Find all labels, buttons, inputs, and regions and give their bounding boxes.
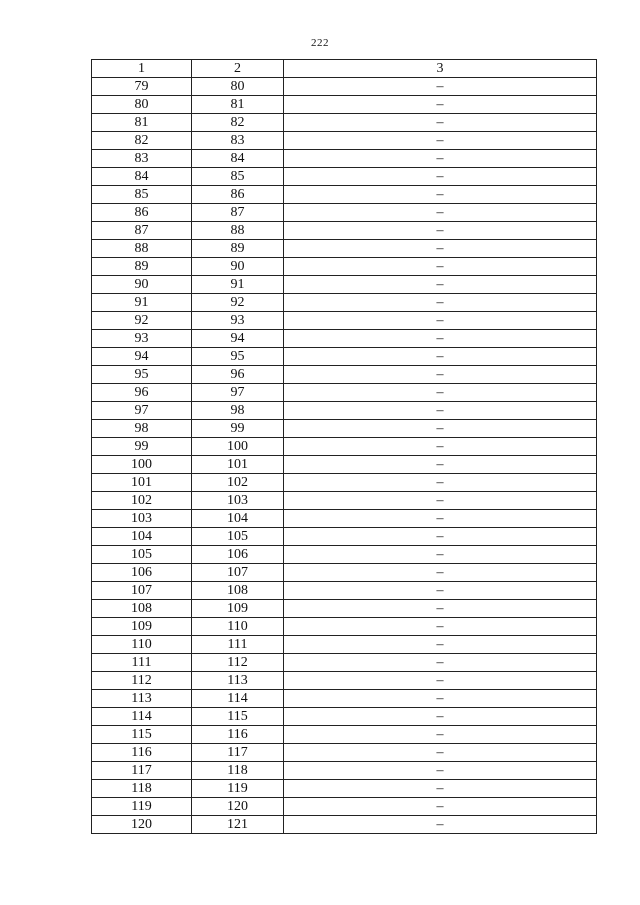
table-cell-col-3: – <box>284 96 597 114</box>
table-cell-col-3: – <box>284 636 597 654</box>
table-row <box>92 744 597 762</box>
table-cell-col-3: – <box>284 276 597 294</box>
table-cell-col-1: 114 <box>92 708 192 726</box>
table-cell-col-1: 104 <box>92 528 192 546</box>
table-cell-col-3: – <box>284 690 597 708</box>
table-cell-col-1: 102 <box>92 492 192 510</box>
table-cell-col-3: – <box>284 240 597 258</box>
table-cell-col-1: 83 <box>92 150 192 168</box>
table-row <box>92 564 597 582</box>
table-cell-col-3: – <box>284 348 597 366</box>
table-cell-col-2: 116 <box>192 726 284 744</box>
table-cell-col-2: 82 <box>192 114 284 132</box>
table-cell-col-3: – <box>284 150 597 168</box>
table-cell-col-2: 105 <box>192 528 284 546</box>
table-cell-col-2: 96 <box>192 366 284 384</box>
table-cell-col-2: 90 <box>192 258 284 276</box>
table-cell-col-1: 109 <box>92 618 192 636</box>
table-cell-col-2: 110 <box>192 618 284 636</box>
table-cell-col-3: – <box>284 654 597 672</box>
table-cell-col-2: 104 <box>192 510 284 528</box>
table-cell-col-2: 118 <box>192 762 284 780</box>
table-cell-col-2: 107 <box>192 564 284 582</box>
table-cell-col-2: 109 <box>192 600 284 618</box>
table-row <box>92 330 597 348</box>
table-row <box>92 528 597 546</box>
table-cell-col-2: 84 <box>192 150 284 168</box>
table-cell-col-2: 115 <box>192 708 284 726</box>
table-cell-col-3: – <box>284 618 597 636</box>
table-row <box>92 672 597 690</box>
table-row <box>92 96 597 114</box>
table-cell-col-2: 113 <box>192 672 284 690</box>
table-cell-col-2: 89 <box>192 240 284 258</box>
table-cell-col-2: 119 <box>192 780 284 798</box>
table-cell-col-1: 86 <box>92 204 192 222</box>
table-cell-col-3: – <box>284 744 597 762</box>
table-cell-col-2: 93 <box>192 312 284 330</box>
table-row <box>92 204 597 222</box>
table-cell-col-1: 95 <box>92 366 192 384</box>
table-row <box>92 708 597 726</box>
table-cell-col-1: 107 <box>92 582 192 600</box>
table-row <box>92 654 597 672</box>
table-row <box>92 798 597 816</box>
table-row <box>92 222 597 240</box>
table-header <box>92 60 597 78</box>
table-cell-col-2: 81 <box>192 96 284 114</box>
table-cell-col-2: 95 <box>192 348 284 366</box>
table-cell-col-1: 116 <box>92 744 192 762</box>
table-cell-col-3: – <box>284 204 597 222</box>
table-body <box>92 78 597 834</box>
table-row <box>92 600 597 618</box>
table-row <box>92 276 597 294</box>
table-cell-col-1: 85 <box>92 186 192 204</box>
table-row <box>92 726 597 744</box>
table-cell-col-2: 117 <box>192 744 284 762</box>
page-number: 222 <box>311 37 329 49</box>
table-cell-col-3: – <box>284 258 597 276</box>
table-cell-col-3: – <box>284 420 597 438</box>
table-cell-col-3: – <box>284 222 597 240</box>
table-row <box>92 474 597 492</box>
table-row <box>92 132 597 150</box>
table-cell-col-2: 80 <box>192 78 284 96</box>
table-cell-col-3: – <box>284 492 597 510</box>
table-cell-col-2: 83 <box>192 132 284 150</box>
table-cell-col-2: 98 <box>192 402 284 420</box>
header-row <box>92 60 597 78</box>
table-cell-col-3: – <box>284 672 597 690</box>
table-cell-col-3: – <box>284 780 597 798</box>
table-cell-col-1: 88 <box>92 240 192 258</box>
table-cell-col-1: 81 <box>92 114 192 132</box>
table-cell-col-2: 102 <box>192 474 284 492</box>
table-cell-col-3: – <box>284 294 597 312</box>
table-cell-col-2: 92 <box>192 294 284 312</box>
column-header-2: 2 <box>192 60 284 78</box>
table-cell-col-3: – <box>284 186 597 204</box>
table-row <box>92 114 597 132</box>
table-cell-col-1: 80 <box>92 96 192 114</box>
table-row <box>92 78 597 96</box>
table-cell-col-1: 82 <box>92 132 192 150</box>
table-cell-col-1: 87 <box>92 222 192 240</box>
table-cell-col-3: – <box>284 708 597 726</box>
table-row <box>92 348 597 366</box>
table-row <box>92 294 597 312</box>
table-row <box>92 258 597 276</box>
table-row <box>92 438 597 456</box>
table-cell-col-1: 103 <box>92 510 192 528</box>
table-row <box>92 402 597 420</box>
table-cell-col-1: 113 <box>92 690 192 708</box>
table-cell-col-1: 96 <box>92 384 192 402</box>
table-row <box>92 420 597 438</box>
table-row <box>92 618 597 636</box>
table-cell-col-2: 100 <box>192 438 284 456</box>
table-cell-col-1: 112 <box>92 672 192 690</box>
table-cell-col-1: 98 <box>92 420 192 438</box>
table-cell-col-3: – <box>284 582 597 600</box>
table-row <box>92 456 597 474</box>
table-row <box>92 546 597 564</box>
table-cell-col-3: – <box>284 114 597 132</box>
table-cell-col-1: 100 <box>92 456 192 474</box>
table-cell-col-1: 118 <box>92 780 192 798</box>
table-cell-col-3: – <box>284 78 597 96</box>
table-cell-col-2: 106 <box>192 546 284 564</box>
table-cell-col-1: 108 <box>92 600 192 618</box>
table-cell-col-1: 79 <box>92 78 192 96</box>
table-cell-col-3: – <box>284 402 597 420</box>
table-cell-col-1: 101 <box>92 474 192 492</box>
table-cell-col-1: 106 <box>92 564 192 582</box>
table-cell-col-1: 91 <box>92 294 192 312</box>
table-cell-col-3: – <box>284 456 597 474</box>
table-cell-col-1: 97 <box>92 402 192 420</box>
table-row <box>92 816 597 834</box>
table-cell-col-1: 119 <box>92 798 192 816</box>
table-cell-col-1: 90 <box>92 276 192 294</box>
table-cell-col-2: 108 <box>192 582 284 600</box>
table-cell-col-1: 92 <box>92 312 192 330</box>
table-cell-col-2: 86 <box>192 186 284 204</box>
table-cell-col-2: 112 <box>192 654 284 672</box>
table-cell-col-1: 99 <box>92 438 192 456</box>
table-row <box>92 582 597 600</box>
table-cell-col-1: 89 <box>92 258 192 276</box>
table-row <box>92 690 597 708</box>
table-cell-col-2: 94 <box>192 330 284 348</box>
table-cell-col-3: – <box>284 168 597 186</box>
table-cell-col-2: 91 <box>192 276 284 294</box>
table-cell-col-2: 99 <box>192 420 284 438</box>
table-cell-col-3: – <box>284 384 597 402</box>
table-cell-col-2: 114 <box>192 690 284 708</box>
table-cell-col-3: – <box>284 600 597 618</box>
table-cell-col-3: – <box>284 762 597 780</box>
table-cell-col-1: 84 <box>92 168 192 186</box>
table-cell-col-1: 115 <box>92 726 192 744</box>
table-row <box>92 366 597 384</box>
table-cell-col-3: – <box>284 546 597 564</box>
table-cell-col-1: 93 <box>92 330 192 348</box>
table-cell-col-2: 97 <box>192 384 284 402</box>
table-cell-col-1: 94 <box>92 348 192 366</box>
table-cell-col-3: – <box>284 438 597 456</box>
table-cell-col-3: – <box>284 726 597 744</box>
table-cell-col-3: – <box>284 474 597 492</box>
table-cell-col-1: 105 <box>92 546 192 564</box>
table-row <box>92 762 597 780</box>
table-cell-col-2: 103 <box>192 492 284 510</box>
data-table <box>91 59 597 834</box>
table-cell-col-2: 88 <box>192 222 284 240</box>
table-row <box>92 780 597 798</box>
table-row <box>92 168 597 186</box>
table-cell-col-1: 120 <box>92 816 192 834</box>
table-cell-col-2: 101 <box>192 456 284 474</box>
table-cell-col-2: 87 <box>192 204 284 222</box>
table-row <box>92 492 597 510</box>
table-row <box>92 150 597 168</box>
table-cell-col-3: – <box>284 816 597 834</box>
column-header-3: 3 <box>284 60 597 78</box>
table-cell-col-1: 117 <box>92 762 192 780</box>
table-cell-col-3: – <box>284 528 597 546</box>
table-row <box>92 186 597 204</box>
table-cell-col-3: – <box>284 564 597 582</box>
table-cell-col-1: 111 <box>92 654 192 672</box>
table-cell-col-3: – <box>284 132 597 150</box>
table-row <box>92 240 597 258</box>
table-cell-col-3: – <box>284 366 597 384</box>
table-cell-col-3: – <box>284 510 597 528</box>
table-cell-col-2: 120 <box>192 798 284 816</box>
table-cell-col-2: 121 <box>192 816 284 834</box>
table-cell-col-3: – <box>284 330 597 348</box>
table-row <box>92 510 597 528</box>
table-row <box>92 636 597 654</box>
table-cell-col-1: 110 <box>92 636 192 654</box>
table-cell-col-3: – <box>284 798 597 816</box>
table-row <box>92 384 597 402</box>
table-cell-col-2: 111 <box>192 636 284 654</box>
table-cell-col-2: 85 <box>192 168 284 186</box>
table-cell-col-3: – <box>284 312 597 330</box>
table-row <box>92 312 597 330</box>
column-header-1: 1 <box>92 60 192 78</box>
